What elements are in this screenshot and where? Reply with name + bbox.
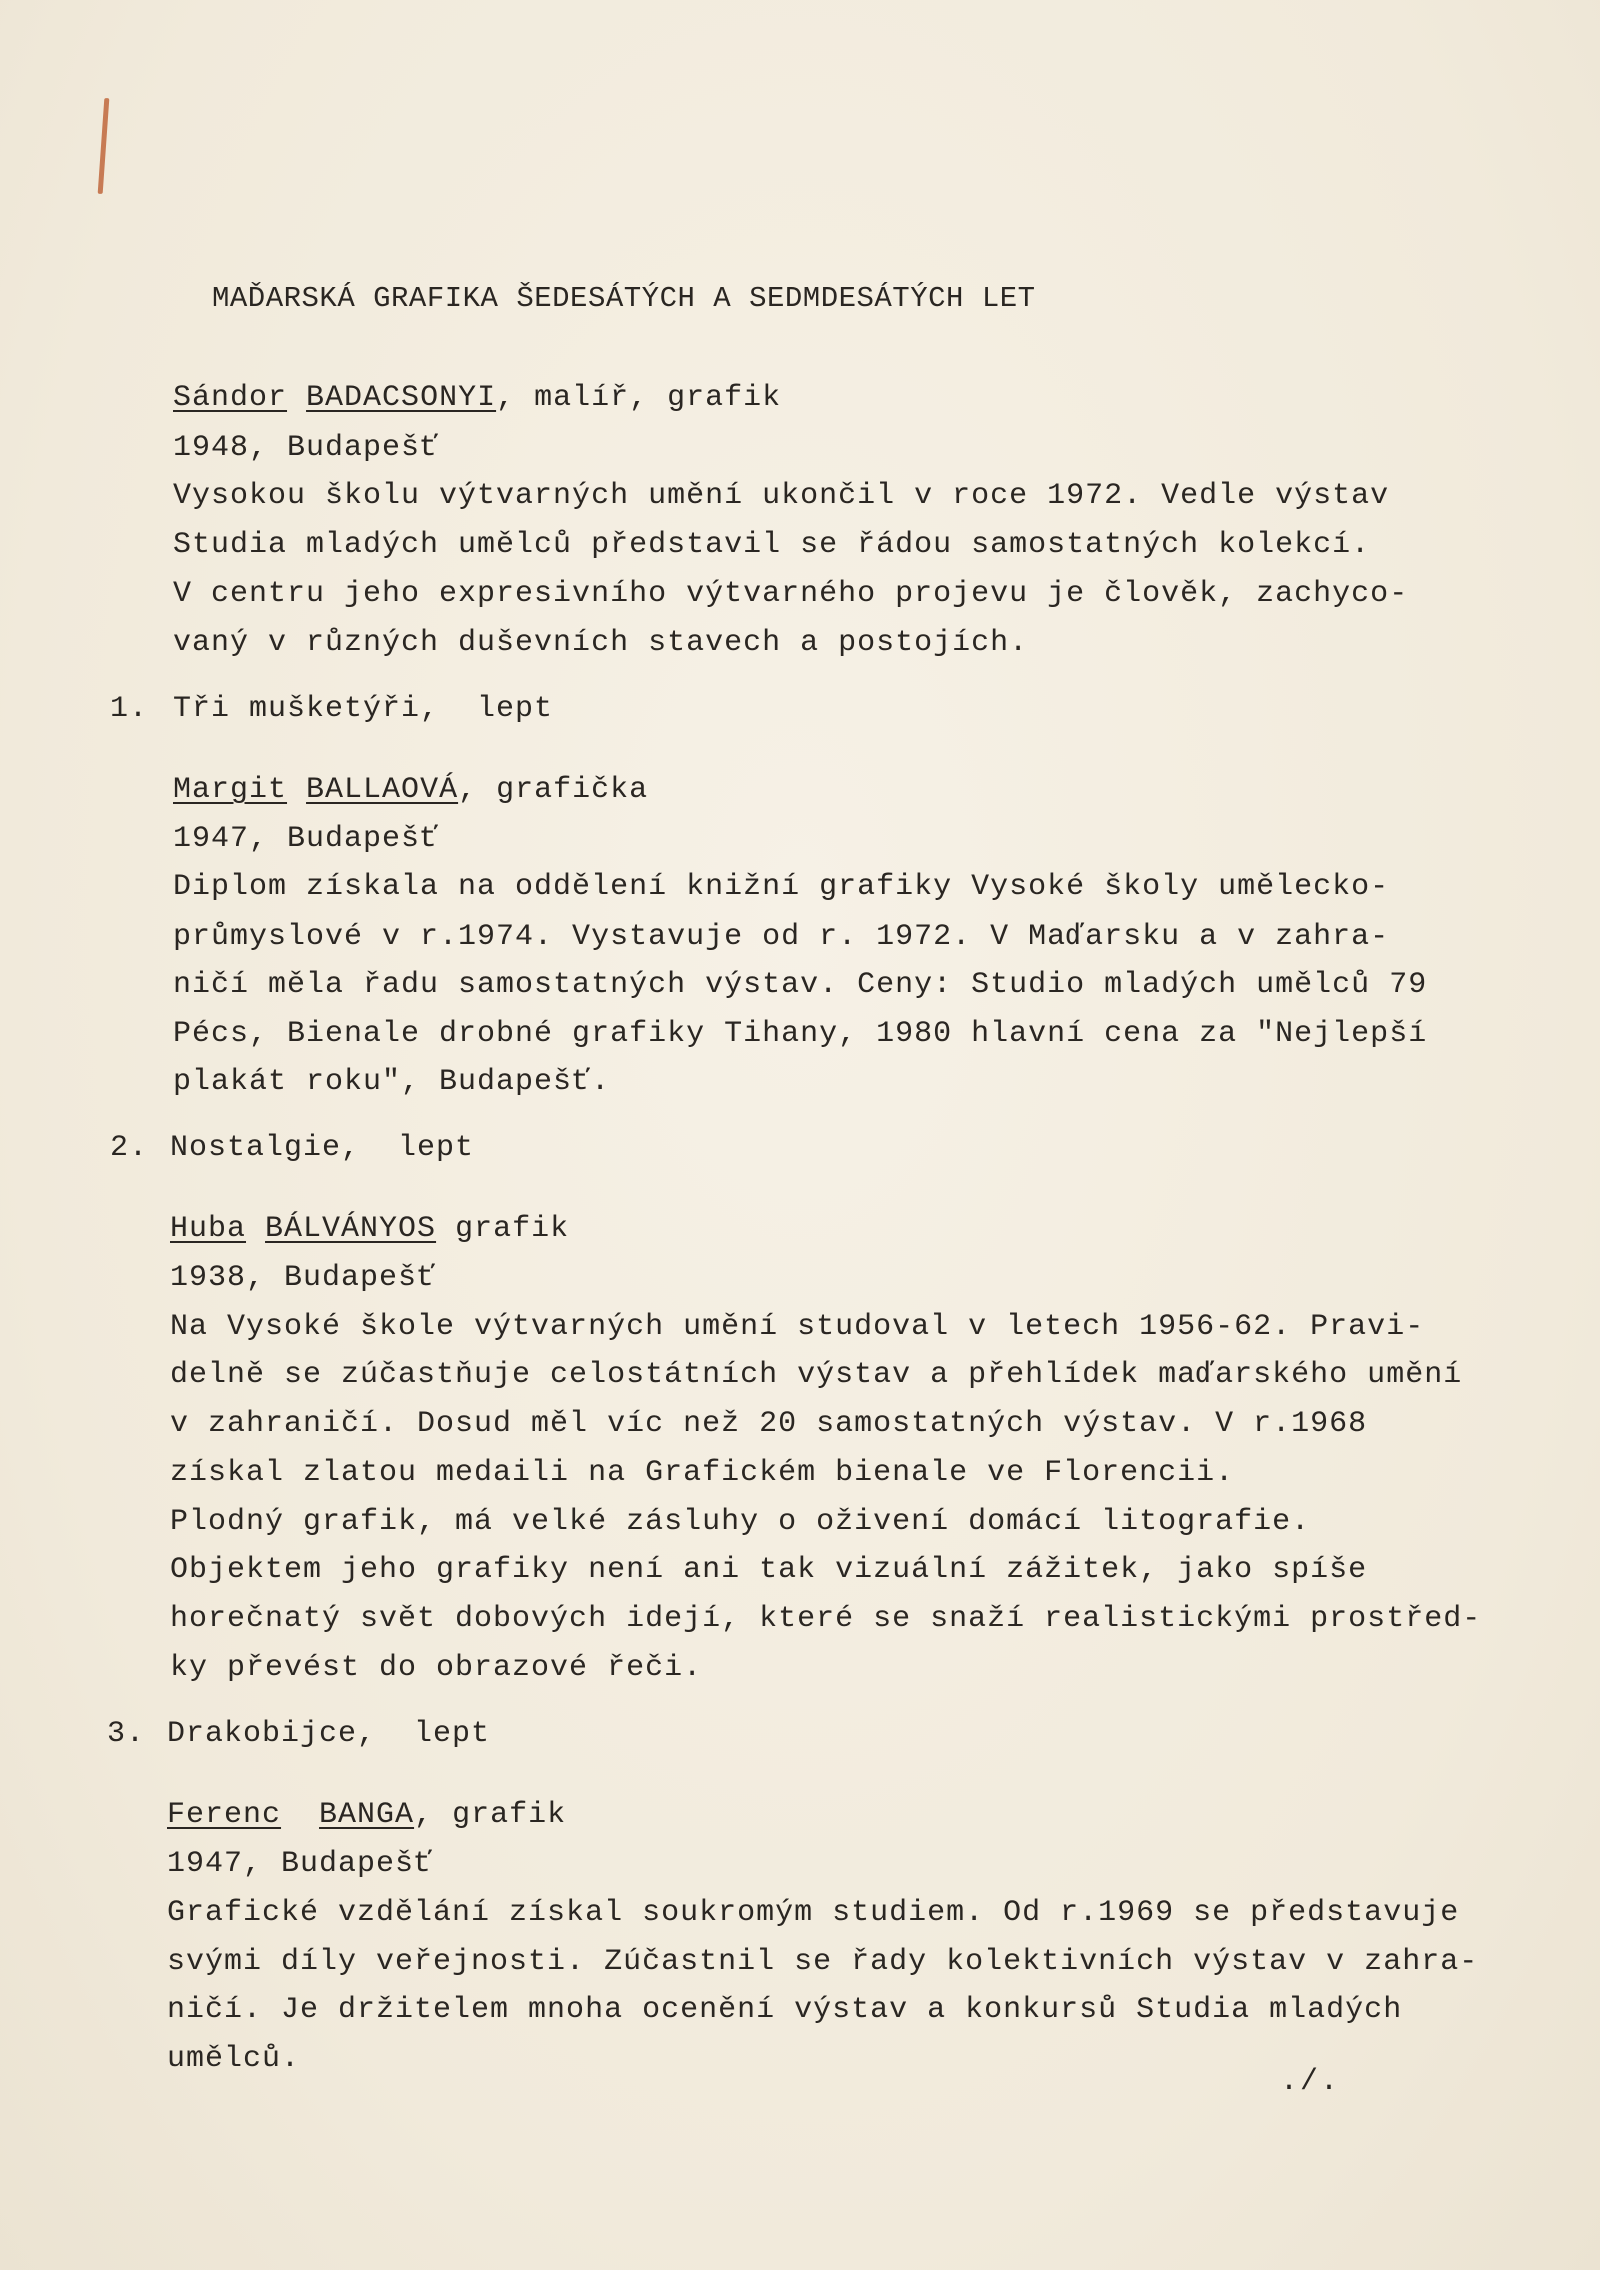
bio-line: získal zlatou medaili na Grafickém bienale ve Florencii. xyxy=(170,1456,1235,1490)
artist-surname: BALLAOVÁ xyxy=(306,773,459,807)
artist-first-name: Huba xyxy=(170,1212,247,1246)
bio-line: svými díly veřejnosti. Zúčastnil se řady kolektivních výstav v zahra- xyxy=(167,1945,1479,1979)
artist-first-name: Margit xyxy=(173,773,288,807)
artist-birth: 1938, Budapešť xyxy=(170,1261,437,1295)
continuation-mark: ./. xyxy=(1280,2065,1341,2099)
bio-line: Diplom získala na oddělení knižní grafiky Vysoké školy umělecko- xyxy=(173,870,1390,904)
pencil-margin-mark xyxy=(98,98,110,194)
artist-birth: 1948, Budapešť xyxy=(173,431,440,465)
bio-line: Objektem jeho grafiky není ani tak vizuální zážitek, jako spíše xyxy=(170,1553,1368,1587)
work-number: 2. xyxy=(110,1131,149,1165)
artist-surname: BANGA xyxy=(319,1798,415,1832)
bio-line: Na Vysoké škole výtvarných umění studoval v letech 1956-62. Pravi- xyxy=(170,1310,1425,1344)
artist-first-name: Ferenc xyxy=(167,1798,282,1832)
bio-line: v zahraničí. Dosud měl víc než 20 samostatných výstav. V r.1968 xyxy=(170,1407,1368,1441)
bio-line: Plodný grafik, má velké zásluhy o oživení domácí litografie. xyxy=(170,1505,1311,1539)
bio-line: umělců. xyxy=(167,2042,301,2076)
bio-line: V centru jeho expresivního výtvarného projevu je člověk, zachyco- xyxy=(173,577,1409,611)
artist-heading xyxy=(173,380,781,416)
bio-line: delně se zúčastňuje celostátních výstav a přehlídek maďarského umění xyxy=(170,1358,1463,1392)
bio-line: ničí. Je držitelem mnoha ocenění výstav a konkursů Studia mladých xyxy=(167,1993,1403,2027)
artist-surname: BÁLVÁNYOS xyxy=(265,1212,437,1246)
artist-role: , grafička xyxy=(458,773,649,807)
work-number: 1. xyxy=(110,692,149,726)
bio-line: plakát roku", Budapešť. xyxy=(173,1065,611,1099)
bio-line: Pécs, Bienale drobné grafiky Tihany, 1980 hlavní cena za "Nejlepší xyxy=(173,1017,1428,1051)
work-title: Tři mušketýři, lept xyxy=(173,692,554,726)
bio-line: průmyslové v r.1974. Vystavuje od r. 1972. V Maďarsku a v zahra- xyxy=(173,920,1390,954)
artist-role: , grafik xyxy=(414,1798,567,1832)
artist-birth: 1947, Budapešť xyxy=(173,822,440,856)
bio-line: vaný v různých duševních stavech a postojích. xyxy=(173,626,1029,660)
artist-role: grafik xyxy=(436,1212,570,1246)
artist-first-name: Sándor xyxy=(173,381,288,415)
work-title: Nostalgie, lept xyxy=(170,1131,475,1165)
work-title: Drakobijce, lept xyxy=(167,1717,491,1751)
bio-line: Vysokou školu výtvarných umění ukončil v roce 1972. Vedle výstav xyxy=(173,479,1390,513)
bio-line: ky převést do obrazové řeči. xyxy=(170,1651,703,1685)
work-number: 3. xyxy=(107,1717,146,1751)
bio-line: horečnatý svět dobových idejí, které se snaží realistickými prostřed- xyxy=(170,1602,1482,1636)
artist-heading xyxy=(170,1211,569,1247)
artist-heading xyxy=(173,772,648,808)
artist-surname: BADACSONYI xyxy=(306,381,497,415)
artist-birth: 1947, Budapešť xyxy=(167,1847,434,1881)
artist-heading xyxy=(167,1797,566,1833)
artist-role: , malíř, grafik xyxy=(496,381,782,415)
bio-line: ničí měla řadu samostatných výstav. Ceny: Studio mladých umělců 79 xyxy=(173,968,1428,1002)
document-title: MAĎARSKÁ GRAFIKA ŠEDESÁTÝCH A SEDMDESÁTÝCH LET xyxy=(212,282,1036,315)
bio-line: Studia mladých umělců představil se řádou samostatných kolekcí. xyxy=(173,528,1371,562)
bio-line: Grafické vzdělání získal soukromým studiem. Od r.1969 se představuje xyxy=(167,1896,1460,1930)
